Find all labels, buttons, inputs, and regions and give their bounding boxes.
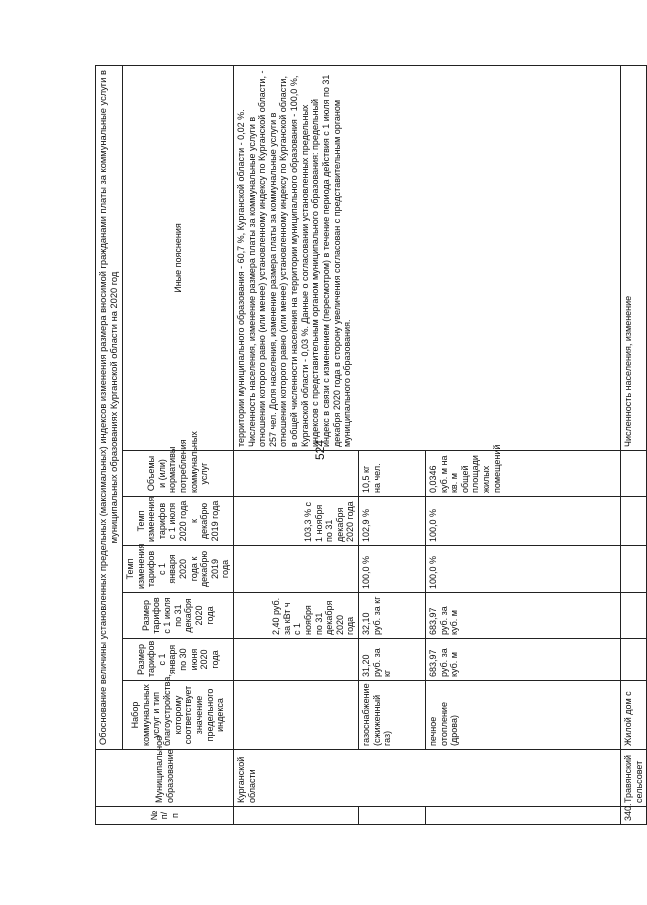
cell-tariff-jan: 683,97 руб. за куб. м [426, 639, 621, 681]
cell-tariff-jul: 32,10 руб. за кг [359, 593, 426, 639]
cell-rate-jan [621, 546, 647, 593]
cell-volumes [234, 451, 359, 497]
cell-tariff-jul: 683,97 руб. за куб. м [426, 593, 621, 639]
cell-number [359, 807, 426, 825]
cell-municipality: Травянский сельсовет [621, 750, 647, 807]
page-number: 524 [313, 439, 327, 461]
header-notes: Иные пояснения [122, 66, 233, 451]
cell-volumes: 10,5 кг на чел. [359, 451, 426, 497]
cell-number [426, 807, 621, 825]
table-row [234, 66, 359, 825]
cell-tariff-jul [621, 593, 647, 639]
cell-tariff-jul: 2,40 руб. за кВт ч с 1 ноября по 31 декабря 2020 года [234, 593, 359, 639]
cell-service: газоснабжение (сжиженный газ) [359, 681, 426, 750]
cell-rate-jul: 102,9 % [359, 497, 426, 546]
cell-tariff-jan: 31,20 руб. за кг [359, 639, 426, 681]
header-municipality: Муниципальное образование [96, 750, 234, 807]
cell-rate-jan [234, 546, 359, 593]
cell-number [234, 807, 359, 825]
header-row-1 [96, 66, 123, 825]
header-tariff-jul: Размер тарифов с 1 июля по 31 декабря 2020 года [122, 593, 233, 639]
cell-volumes: 0,0346 куб. м на кв. м общей площади жилых помещений [426, 451, 621, 497]
cell-rate-jan: 100,0 % [426, 546, 621, 593]
cell-number: 340. [621, 807, 647, 825]
header-service-set: Набор коммунальных услуг и тип благоустройства, которому соответствует значение предельного индекса [122, 681, 233, 750]
cell-service: печное отопление (дрова) [426, 681, 621, 750]
cell-rate-jul [621, 497, 647, 546]
header-tariff-jan: Размер тарифов с 1 января по 30 июня 2020 года [122, 639, 233, 681]
cell-notes: Численность населения, изменение [621, 66, 647, 451]
header-rate-jan: Темп изменения тарифов с 1 января 2020 года к декабрю 2019 года [122, 546, 233, 593]
header-number: № п/п [96, 807, 234, 825]
cell-volumes [621, 451, 647, 497]
cell-tariff-jan [621, 639, 647, 681]
cell-municipality: Курганской области [234, 750, 621, 807]
cell-tariff-jan [234, 639, 359, 681]
cell-service [234, 681, 359, 750]
cell-service: Жилой дом с [621, 681, 647, 750]
tariff-index-table [95, 65, 647, 825]
header-group: Обоснование величины установленных предельных (максимальных) индексов изменения размера вносимой гражданами платы за коммунальные услуги в муниципальных образованиях Курганской области на 2020 год [96, 66, 123, 750]
cell-rate-jul: 100,0 % [426, 497, 621, 546]
header-volumes: Объемы и (или) нормативы потребления коммунальных услуг [122, 451, 233, 497]
cell-notes: территории муниципального образования - 60,7 %, Курганской области - 0,02 %. Численность населения, изменение размера платы за коммунальные услуги в отношении которого равно (или менее) установленному индексу по Курганской области, - 257 чел. Доля населения, изменение размера платы за коммунальные услуги в отношении которого равно (или менее) установленному индексу по Курганской области, в общей численности населения на территории муниципального образования - 100,0 %, Курганской области - 0,03 %. Данные о согласовании установленных предельных индексов с представительным органом муниципального образования: предельный индекс в связи с изменением (пересмотром) в течение периода действия с 1 июля по 31 декабря 2020 года в сторону увеличения согласован с представительным органом муниципального образования. [234, 66, 621, 451]
table-row [621, 66, 647, 825]
rotated-table-container [95, 65, 644, 825]
cell-rate-jan: 100,0 % [359, 546, 426, 593]
cell-rate-jul: 103,3 % с 1 ноября по 31 декабря 2020 года [234, 497, 359, 546]
header-rate-jul: Темп изменения тарифов с 1 июля 2020 года к декабрю 2019 года [122, 497, 233, 546]
header-row-2 [122, 66, 233, 825]
